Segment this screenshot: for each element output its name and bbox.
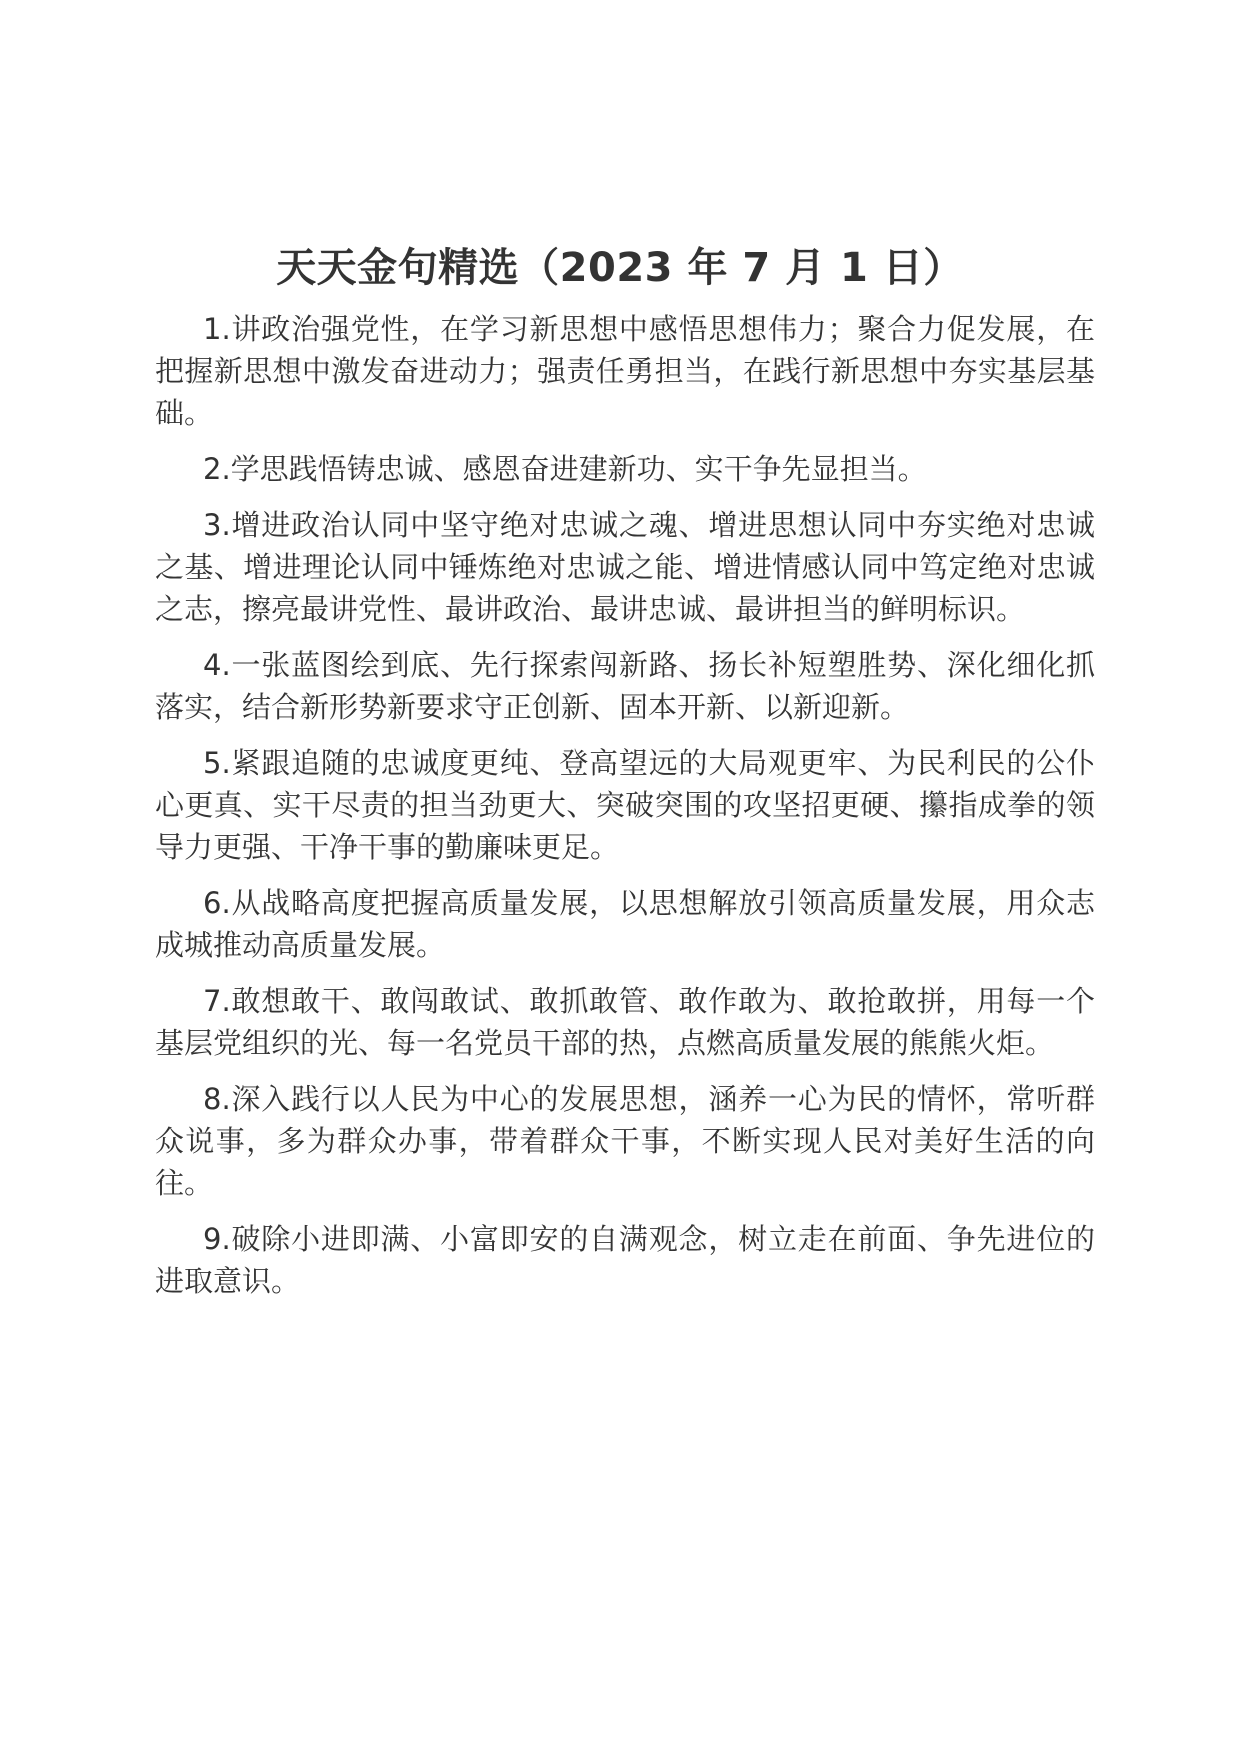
- paragraph-4: 4.一张蓝图绘到底、先行探索闯新路、扬长补短塑胜势、深化细化抓落实，结合新形势新要求守正创新、固本开新、以新迎新。: [155, 648, 1095, 724]
- paragraph-3: 3.增进政治认同中坚守绝对忠诚之魂、增进思想认同中夯实绝对忠诚之基、增进理论认同中锤炼绝对忠诚之能、增进情感认同中笃定绝对忠诚之志，擦亮最讲党性、最讲政治、最讲忠诚、最讲担当的鲜明标识。: [155, 508, 1095, 626]
- paragraph-1: 1.讲政治强党性，在学习新思想中感悟思想伟力；聚合力促发展，在把握新思想中激发奋进动力；强责任勇担当，在践行新思想中夯实基层基础。: [155, 312, 1095, 430]
- paragraph-2: 2.学思践悟铸忠诚、感恩奋进建新功、实干争先显担当。: [203, 452, 927, 486]
- paragraph-7: 7.敢想敢干、敢闯敢试、敢抓敢管、敢作敢为、敢抢敢拼，用每一个基层党组织的光、每一名党员干部的热，点燃高质量发展的熊熊火炬。: [155, 984, 1095, 1060]
- paragraph-5: 5.紧跟追随的忠诚度更纯、登高望远的大局观更牢、为民利民的公仆心更真、实干尽责的担当劲更大、突破突围的攻坚招更硬、攥指成拳的领导力更强、干净干事的勤廉味更足。: [155, 746, 1095, 864]
- paragraph-6: 6.从战略高度把握高质量发展，以思想解放引领高质量发展，用众志成城推动高质量发展。: [155, 886, 1095, 962]
- paragraph-8: 8.深入践行以人民为中心的发展思想，涵养一心为民的情怀，常听群众说事，多为群众办事，带着群众干事，不断实现人民对美好生活的向往。: [155, 1082, 1095, 1200]
- document-title: 天天金句精选（2023 年 7 月 1 日）: [276, 245, 964, 291]
- paragraph-9: 9.破除小进即满、小富即安的自满观念，树立走在前面、争先进位的进取意识。: [155, 1222, 1095, 1298]
- document-body: [155, 308, 1095, 1316]
